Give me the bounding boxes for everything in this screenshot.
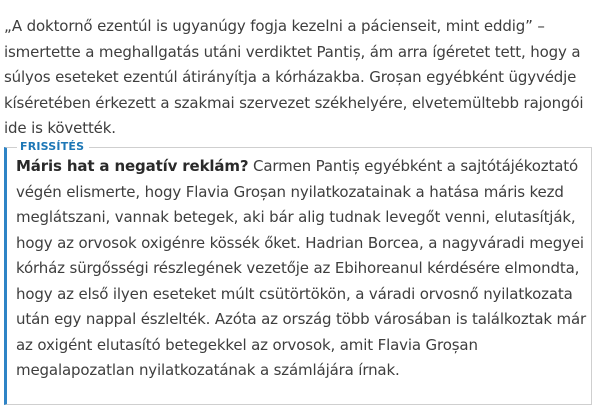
update-box bbox=[4, 140, 592, 405]
article-intro-paragraph: „A doktornő ezentúl is ugyanúgy fogja kezelni a pácienseit, mint eddig” – ismertette a meghallgatás utáni verdiktet Pantiș, ám arra ígéretet tett, hogy a súlyos eseteket ezentúl átirányítja a kórházakba. Groșan egyébként ügyvédje kíséretében érkezett a szakmai szervezet székhelyére, elvetemültebb rajongói ide is követték. bbox=[4, 17, 584, 137]
update-body: Carmen Pantiș egyébként a sajtótájékoztató végén elismerte, hogy Flavia Groșan nyilatkozatainak a hatása máris kezd meglátszani, vannak betegek, aki bár alig tudnak levegőt venni, elutasítják, hogy az orvosok oxigénre kössék őket. Hadrian Borcea, a nagyváradi megyei kórház sürgősségi részlegének vezetője az Ebihoreanul kérdésére elmondta, hogy az első ilyen eseteket múlt csütörtökön, a váradi orvosnő nyilatkozata után egy nappal észlelték. Azóta az ország több városában is találkoztak már az oxigént elutasító betegekkel az orvosok, amit Flavia Groșan megalapozatlan nyilatkozatának a számlájára írnak. bbox=[16, 157, 587, 379]
update-lead: Máris hat a negatív reklám? bbox=[16, 157, 249, 175]
update-paragraph bbox=[16, 154, 592, 384]
update-tag: FRISSÍTÉS bbox=[17, 140, 89, 154]
